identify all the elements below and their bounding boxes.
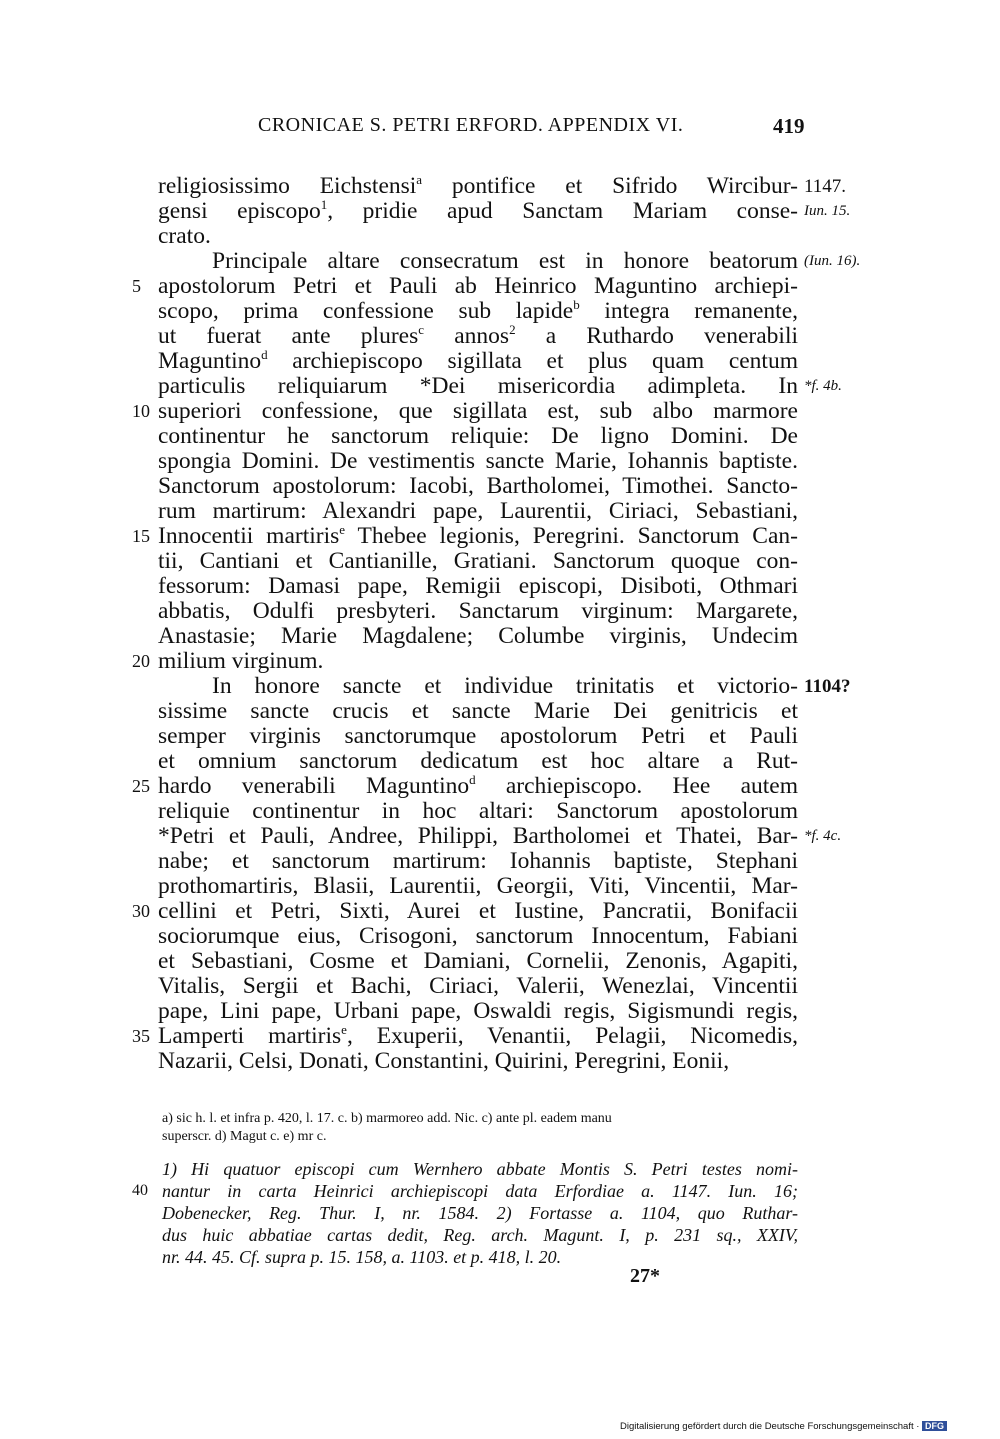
text-line	[158, 199, 798, 224]
text-line	[158, 649, 798, 674]
textual-note: superscr. d) Magut c. e) mr c.	[162, 1129, 327, 1144]
text-span: reliquie continentur in hoc altari: Sanctorum apostolorum	[158, 798, 798, 824]
text-span: sissime sancte crucis et sancte Marie Dei genitricis et	[158, 698, 798, 724]
text-span: sociorumque eius, Crisogoni, sanctorum Innocentum, Fabiani	[158, 923, 798, 949]
text-span: , Exuperii, Venantii, Pelagii, Nicomedis,	[346, 1023, 798, 1049]
text-line	[158, 274, 798, 299]
footnote-line: Dobenecker, Reg. Thur. I, nr. 1584. 2) Fortasse a. 1104, quo Ruthar-	[162, 1203, 798, 1223]
text-line	[158, 174, 798, 199]
text-line	[158, 949, 798, 974]
line-number: 25	[132, 776, 150, 796]
margin-note-folio: *f. 4b.	[804, 378, 842, 394]
dfg-credit	[620, 1421, 947, 1432]
text-span: superiori confessione, que sigillata est, sub albo marmore	[158, 398, 798, 424]
text-span: semper virginis sanctorumque apostolorum Petri et Pauli	[158, 723, 798, 749]
text-line	[158, 974, 798, 999]
text-line	[158, 624, 798, 649]
text-line	[158, 724, 798, 749]
line-number: 5	[132, 276, 141, 296]
text-line	[158, 324, 798, 349]
footnote-line: 1) Hi quatuor episcopi cum Wernhero abbate Montis S. Petri testes nomi-	[162, 1159, 798, 1179]
text-span: Vitalis, Sergii et Bachi, Ciriaci, Valerii, Wenezlai, Vincentii	[158, 973, 798, 999]
footnote-line: nr. 44. 45. Cf. supra p. 15. 158, a. 1103. et p. 418, l. 20.	[162, 1247, 562, 1267]
text-line	[158, 474, 798, 499]
text-span: et Sebastiani, Cosme et Damiani, Cornelii, Zenonis, Agapiti,	[158, 948, 798, 974]
footnote-marker: b	[573, 297, 580, 312]
text-line	[158, 999, 798, 1024]
text-span: a Ruthardo venerabili	[515, 323, 799, 349]
text-line	[158, 399, 798, 424]
text-line	[158, 424, 798, 449]
line-number: 35	[132, 1026, 150, 1046]
footnote-marker: d	[469, 772, 476, 787]
running-header: CRONICAE S. PETRI ERFORD. APPENDIX VI.	[258, 114, 684, 136]
text-span: spongia Domini. De vestimentis sancte Marie, Iohannis baptiste.	[158, 448, 798, 474]
text-span: integra remanente,	[579, 298, 798, 324]
dfg-logo: DFG	[922, 1421, 947, 1431]
margin-note-folio: *f. 4c.	[804, 828, 842, 844]
text-span: archiepiscopo sigillata et plus quam centum	[267, 348, 798, 374]
footnote-marker: d	[261, 347, 268, 362]
text-line	[158, 749, 798, 774]
text-span: religiosissimo Eichstensi	[158, 173, 417, 199]
text-span: hardo venerabili Maguntino	[158, 773, 470, 799]
dfg-credit-text: Digitalisierung gefördert durch die Deutsche Forschungsgemeinschaft ·	[620, 1421, 920, 1432]
text-line	[158, 849, 798, 874]
text-line	[158, 924, 798, 949]
footnote-marker: a	[416, 172, 423, 187]
text-span: apostolorum Petri et Pauli ab Heinrico Maguntino archiepi-	[158, 273, 798, 299]
text-span: Innocentii martiris	[158, 523, 340, 549]
line-number: 30	[132, 901, 150, 921]
text-span: Nazarii, Celsi, Donati, Constantini, Quirini, Peregrini, Eonii,	[158, 1048, 730, 1074]
text-line	[158, 349, 798, 374]
text-span: gensi episcopo	[158, 198, 321, 224]
textual-note: a) sic h. l. et infra p. 420, l. 17. c. b) marmoreo add. Nic. c) ante pl. eadem manu	[162, 1111, 612, 1126]
footnote-marker: c	[418, 322, 425, 337]
text-line	[212, 674, 798, 699]
line-number: 10	[132, 401, 150, 421]
text-span: pape, Lini pape, Urbani pape, Oswaldi regis, Sigismundi regis,	[158, 998, 798, 1024]
text-line	[158, 799, 798, 824]
text-line	[158, 699, 798, 724]
text-span: Anastasie; Marie Magdalene; Columbe virginis, Undecim	[158, 623, 798, 649]
text-line	[158, 299, 798, 324]
text-span: , pridie apud Sanctam Mariam conse-	[327, 198, 798, 224]
signature-mark: 27*	[630, 1265, 660, 1287]
footnote-marker: e	[339, 522, 346, 537]
text-span: cellini et Petri, Sixti, Aurei et Iustine, Pancratii, Bonifacii	[158, 898, 798, 924]
text-span: *Petri et Pauli, Andree, Philippi, Bartholomei et Thatei, Bar-	[158, 823, 798, 849]
text-span: et omnium sanctorum dedicatum est hoc altare a Rut-	[158, 748, 798, 774]
footnote-marker: e	[341, 1022, 347, 1037]
text-line	[158, 224, 798, 249]
text-line	[158, 774, 798, 799]
text-line	[158, 524, 798, 549]
line-number: 40	[132, 1182, 148, 1199]
footnote-marker: 1	[320, 197, 328, 212]
text-line	[158, 549, 798, 574]
text-span: Thebee legionis, Peregrini. Sanctorum Can-	[345, 523, 798, 549]
text-line	[158, 899, 798, 924]
margin-note-year: 1147.	[804, 176, 847, 197]
text-line	[158, 824, 798, 849]
margin-note-date: (Iun. 16).	[804, 253, 861, 269]
text-line	[158, 1024, 798, 1049]
footnote-line: dus huic abbatiae cartas dedit, Reg. arch. Magunt. I, p. 231 sq., XXIV,	[162, 1225, 798, 1245]
footnote-line: nantur in carta Heinrici archiepiscopi data Erfordiae a. 1147. Iun. 16;	[162, 1181, 798, 1201]
text-line	[212, 249, 798, 274]
text-line	[158, 449, 798, 474]
text-span: Lamperti martiris	[158, 1023, 342, 1049]
text-span: fessorum: Damasi pape, Remigii episcopi, Disiboti, Othmari	[158, 573, 798, 599]
text-span: continentur he sanctorum reliquie: De ligno Domini. De	[158, 423, 798, 449]
text-line	[158, 874, 798, 899]
footnote-marker: 2	[509, 322, 516, 337]
text-span: milium virginum.	[158, 648, 324, 674]
text-span: annos	[424, 323, 510, 349]
text-span: Maguntino	[158, 348, 262, 374]
text-line	[158, 499, 798, 524]
text-span: particulis reliquiarum *Dei misericordia adimpleta. In	[158, 373, 798, 399]
text-span: archiepiscopo. Hee autem	[475, 773, 798, 799]
text-span: Sanctorum apostolorum: Iacobi, Bartholomei, Timothei. Sancto-	[158, 473, 798, 499]
text-line	[158, 1049, 798, 1074]
line-number: 20	[132, 651, 150, 671]
text-span: prothomartiris, Blasii, Laurentii, Georgii, Viti, Vincentii, Mar-	[158, 873, 798, 899]
text-span: nabe; et sanctorum martirum: Iohannis baptiste, Stephani	[158, 848, 798, 874]
text-span: tii, Cantiani et Cantianille, Gratiani. Sanctorum quoque con-	[158, 548, 798, 574]
text-span: crato.	[158, 223, 211, 249]
text-span: In honore sancte et individue trinitatis et victorio-	[212, 673, 798, 699]
text-span: scopo, prima confessione sub lapide	[158, 298, 574, 324]
text-span: ut fuerat ante plures	[158, 323, 419, 349]
text-line	[158, 374, 798, 399]
text-line	[158, 574, 798, 599]
text-span: pontifice et Sifrido Wircibur-	[422, 173, 798, 199]
text-span: abbatis, Odulfi presbyteri. Sanctarum virginum: Margarete,	[158, 598, 798, 624]
page-number: 419	[773, 114, 805, 138]
text-span: Principale altare consecratum est in honore beatorum	[212, 248, 798, 274]
text-line	[158, 599, 798, 624]
margin-note-date: Iun. 15.	[804, 203, 851, 219]
margin-note-year: 1104?	[804, 676, 851, 697]
line-number: 15	[132, 526, 150, 546]
text-span: rum martirum: Alexandri pape, Laurentii, Ciriaci, Sebastiani,	[158, 498, 798, 524]
